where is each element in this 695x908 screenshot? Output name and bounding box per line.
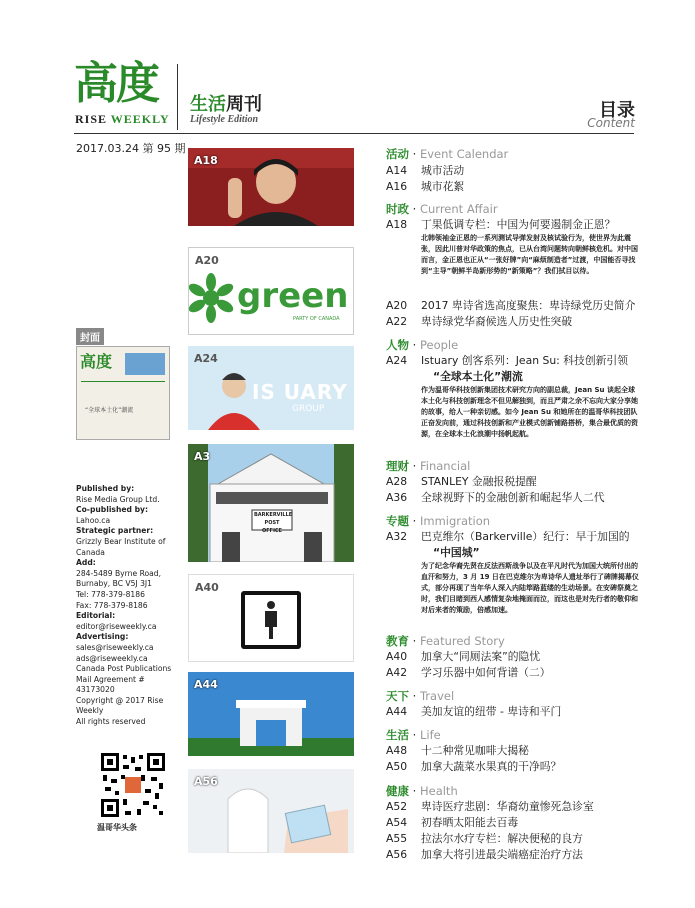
image-label: A24 xyxy=(194,352,218,365)
toc-entry[interactable] xyxy=(386,649,540,664)
header-divider xyxy=(177,64,178,130)
page-number: A50 xyxy=(386,760,408,773)
logo-en-weekly: WEEKLY xyxy=(110,112,170,126)
toc-heading: 目录 xyxy=(599,100,635,121)
toc-entry[interactable] xyxy=(386,704,561,719)
add-label: Add: xyxy=(76,558,96,568)
entry-title: 学习乐器中如何背谱（二） xyxy=(421,666,551,679)
toc-entry[interactable] xyxy=(386,743,529,758)
entry-summary: 为了纪念华裔先贤在反法西斯战争以及在平凡时代为加国大统所付出的血汗和努力，3 月 19 日在巴克维尔为卑诗华人遗址举行了碑牌揭幕仪式，部分再现了当年华人深入内陆筚路蓝缕的生动场景。在安碑祭奠之时，我们目睹到西人感情复杂地掩面而泣，而这也是对先行者的敬仰和对后来者的策励，倍感加速。 xyxy=(421,562,639,614)
page-number: A55 xyxy=(386,832,408,845)
edition-title xyxy=(190,90,262,116)
advertising-label: Advertising: xyxy=(76,632,129,642)
entry-title: 拉法尔水疗专栏：解决便秘的良方 xyxy=(421,832,583,845)
entry-title: 巴克维尔（Barkerville）纪行：早于加国的 xyxy=(421,530,630,543)
section-en: Featured Story xyxy=(419,634,505,648)
entry-title: 城市花絮 xyxy=(421,180,465,193)
entry-title: 丁果低调专栏：中国为何要遏制金正恩？ xyxy=(421,218,616,231)
section-travel: 天下 · Travel xyxy=(386,689,455,703)
entry-title: STANLEY 金融报税提醒 xyxy=(421,475,537,488)
toc-entry[interactable] xyxy=(386,474,537,489)
section-en: Financial xyxy=(419,459,471,473)
post-office-photo xyxy=(188,444,354,562)
image-a32[interactable] xyxy=(188,444,354,562)
co-published-label: Co-published by: xyxy=(76,505,149,515)
published-by: Rise Media Group Ltd. xyxy=(76,494,160,504)
partner: Grizzly Bear Institute of Canada xyxy=(76,536,166,557)
image-label: A18 xyxy=(194,154,218,167)
entry-title: 卑诗绿党华裔候选人历史性突破 xyxy=(421,315,573,328)
toc-entry[interactable] xyxy=(386,665,551,680)
partner-label: Strategic partner: xyxy=(76,526,154,536)
section-immigration: 专题 · Immigration xyxy=(386,514,491,528)
issue-date: 2017.03.24 第 95 期 xyxy=(76,142,186,155)
qr-label: 温哥华头条 xyxy=(97,823,137,832)
cover-thumbnail[interactable] xyxy=(76,346,170,440)
post-office-sign: BARKERVILLE POST OFFICE xyxy=(254,512,293,534)
copyright-line1: Copyright @ 2017 Rise xyxy=(76,695,164,705)
section-current-affair: 时政 · Current Affair xyxy=(386,202,498,216)
editorial-email[interactable]: editor@riseweekly.ca xyxy=(76,621,157,631)
cover-mini-rule xyxy=(81,381,165,382)
section-cn: 活动 xyxy=(386,147,409,161)
section-cn: 人物 xyxy=(386,338,409,352)
section-cn: 理财 xyxy=(386,459,409,473)
entry-summary: 北韩领袖金正恩的一系列测试导弹发射及核试验行为，使世界为此震张，因此川普对华政策的焦点，已从台湾问题转向朝鲜核危机。对中国而言，金正恩也正从“一张好牌”向“麻烦制造者”过渡，中国能否寻找到“主导”朝鲜半岛新形势的“新策略”？我们拭目以待。 xyxy=(421,234,638,275)
address-line1: 284-5489 Byrne Road, xyxy=(76,568,162,578)
edition-title-b: 周刊 xyxy=(226,94,262,115)
page-number: A16 xyxy=(386,180,408,193)
section-cn: 健康 xyxy=(386,784,409,798)
entry-title: 全球视野下的金融创新和崛起华人二代 xyxy=(421,491,605,504)
publisher-info xyxy=(76,484,176,728)
toc-entry[interactable] xyxy=(386,179,464,194)
section-cn: 时政 xyxy=(386,202,409,216)
image-a44[interactable] xyxy=(188,672,354,756)
section-health: 健康 · Health xyxy=(386,784,458,798)
toc-entry[interactable] xyxy=(386,831,583,846)
section-life: 生活 · Life xyxy=(386,728,441,742)
image-label: A3 xyxy=(194,450,211,463)
toc-entry[interactable] xyxy=(386,353,628,368)
cover-mini-text: “全球本土化”潮流 xyxy=(85,407,134,414)
logo-chinese: 高度 xyxy=(74,58,158,109)
toc-entry[interactable] xyxy=(386,815,518,830)
section-cn: 专题 xyxy=(386,514,409,528)
page-number: A28 xyxy=(386,475,408,488)
image-a56[interactable] xyxy=(188,769,354,853)
toc-entry[interactable] xyxy=(386,759,561,774)
section-cn: 生活 xyxy=(386,728,409,742)
section-en: Immigration xyxy=(419,514,491,528)
qr-code-graphic xyxy=(101,753,165,817)
post-line2: Mail Agreement # 43173020 xyxy=(76,674,145,695)
toc-entry[interactable] xyxy=(386,217,615,232)
page-number: A20 xyxy=(386,299,408,312)
page-number: A40 xyxy=(386,650,408,663)
toc-entry[interactable] xyxy=(386,314,572,329)
entry-title: 城市活动 xyxy=(421,164,465,177)
section-en: Current Affair xyxy=(419,202,498,216)
page-number: A42 xyxy=(386,666,408,679)
toc-heading-en: Content xyxy=(587,116,635,130)
istuary-sign-sub: GROUP xyxy=(292,404,325,414)
section-event-calendar: 活动 · Event Calendar xyxy=(386,147,509,161)
fax: Fax: 778-379-8186 xyxy=(76,600,148,610)
editorial-label: Editorial: xyxy=(76,611,116,621)
entry-title: 加拿大“同厕法案”的隐忧 xyxy=(421,650,541,663)
entry-title: 加拿大蔬菜水果真的干净吗？ xyxy=(421,760,562,773)
page-number: A48 xyxy=(386,744,408,757)
header-rule xyxy=(74,133,634,134)
page-number: A52 xyxy=(386,800,408,813)
image-a20[interactable] xyxy=(188,247,354,335)
toc-entry[interactable] xyxy=(386,163,464,178)
entry-title-cont: “全球本土化”潮流 xyxy=(433,370,523,383)
toc-entry[interactable] xyxy=(386,799,594,814)
image-label: A44 xyxy=(194,678,218,691)
page-number: A22 xyxy=(386,315,408,328)
qr-code[interactable] xyxy=(101,753,165,817)
page-number: A18 xyxy=(386,218,408,231)
edition-title-a: 生活 xyxy=(190,94,226,115)
entry-title: 卑诗医疗悲剧：华裔幼童惨死急诊室 xyxy=(421,800,594,813)
image-label: A20 xyxy=(195,254,219,267)
green-wordmark: green xyxy=(237,276,349,316)
published-by-label: Published by: xyxy=(76,484,135,493)
toc-entry[interactable] xyxy=(386,298,635,313)
page-number: A36 xyxy=(386,491,408,504)
cover-mini-logo: 高度 xyxy=(80,352,113,371)
entry-title: 加拿大将引进最尖端癌症治疗方法 xyxy=(421,848,583,861)
entry-title: Istuary 创客系列：Jean Su: 科技创新引领 xyxy=(421,354,629,367)
entry-title: 美加友谊的纽带 - 卑诗和平门 xyxy=(421,705,562,718)
copyright-line2: Weekly xyxy=(76,706,104,716)
image-a24[interactable] xyxy=(188,346,354,430)
rights: All rights reserved xyxy=(76,717,146,727)
page-number: A14 xyxy=(386,164,408,177)
entry-title: 十二种常见咖啡大揭秘 xyxy=(421,744,529,757)
page-number: A44 xyxy=(386,705,408,718)
co-published: Lahoo.ca xyxy=(76,515,111,525)
toc-entry[interactable] xyxy=(386,847,583,862)
entry-title: 2017 卑诗省选高度聚焦：卑诗绿党历史简介 xyxy=(421,299,636,312)
toc-entry[interactable] xyxy=(386,529,630,544)
entry-title: 初春晒太阳能去百毒 xyxy=(421,816,519,829)
advertising-email-2[interactable]: ads@riseweekly.ca xyxy=(76,653,148,663)
image-a40[interactable] xyxy=(188,574,354,662)
address-line2: Burnaby, BC V5J 3J1 xyxy=(76,579,152,589)
page-number: A24 xyxy=(386,354,408,367)
istuary-sign: IS UARY xyxy=(252,380,348,404)
page-number: A56 xyxy=(386,848,408,861)
page-number: A32 xyxy=(386,530,408,543)
tel: Tel: 778-379-8186 xyxy=(76,589,145,599)
section-cn: 天下 xyxy=(386,689,409,703)
logo-english xyxy=(75,112,170,127)
toc-entry[interactable] xyxy=(386,490,605,505)
image-a18[interactable] xyxy=(188,148,354,226)
section-en: Travel xyxy=(419,689,455,703)
advertising-email-1[interactable]: sales@riseweekly.ca xyxy=(76,642,154,652)
section-en: Life xyxy=(419,728,441,742)
entry-summary: 作为温哥华科技创新集团技术研究方向的副总裁，Jean Su 谈起全球本土化与科技创新理念不但见解独到，而且严肃之余不忘向大家分享她的故事，给人一种亲切感。如今 Jean Su 和她所在的温哥华科技团队正奋发向前，通过科技创新和产业模式创新铺路搭桥，集合最优质的资源，在全球本土化浪潮中扬帆起航。 xyxy=(421,386,638,438)
image-label: A56 xyxy=(194,775,218,788)
green-wordmark-sub: PARTY OF CANADA xyxy=(293,316,340,322)
section-en: People xyxy=(419,338,459,352)
entry-title-cont: “中国城” xyxy=(433,546,480,559)
section-financial: 理财 · Financial xyxy=(386,459,471,473)
cover-mini-photo xyxy=(125,353,165,375)
section-en: Event Calendar xyxy=(419,147,509,161)
section-cn: 教育 xyxy=(386,634,409,648)
post-line1: Canada Post Publications xyxy=(76,664,172,674)
page-number: A54 xyxy=(386,816,408,829)
section-featured-story: 教育 · Featured Story xyxy=(386,634,505,648)
section-en: Health xyxy=(419,784,458,798)
section-people: 人物 · People xyxy=(386,338,459,352)
logo-en-rise: RISE xyxy=(75,112,111,126)
edition-subtitle: Lifestyle Edition xyxy=(190,114,259,125)
cover-label: 封面 xyxy=(76,328,104,345)
image-label: A40 xyxy=(195,581,219,594)
